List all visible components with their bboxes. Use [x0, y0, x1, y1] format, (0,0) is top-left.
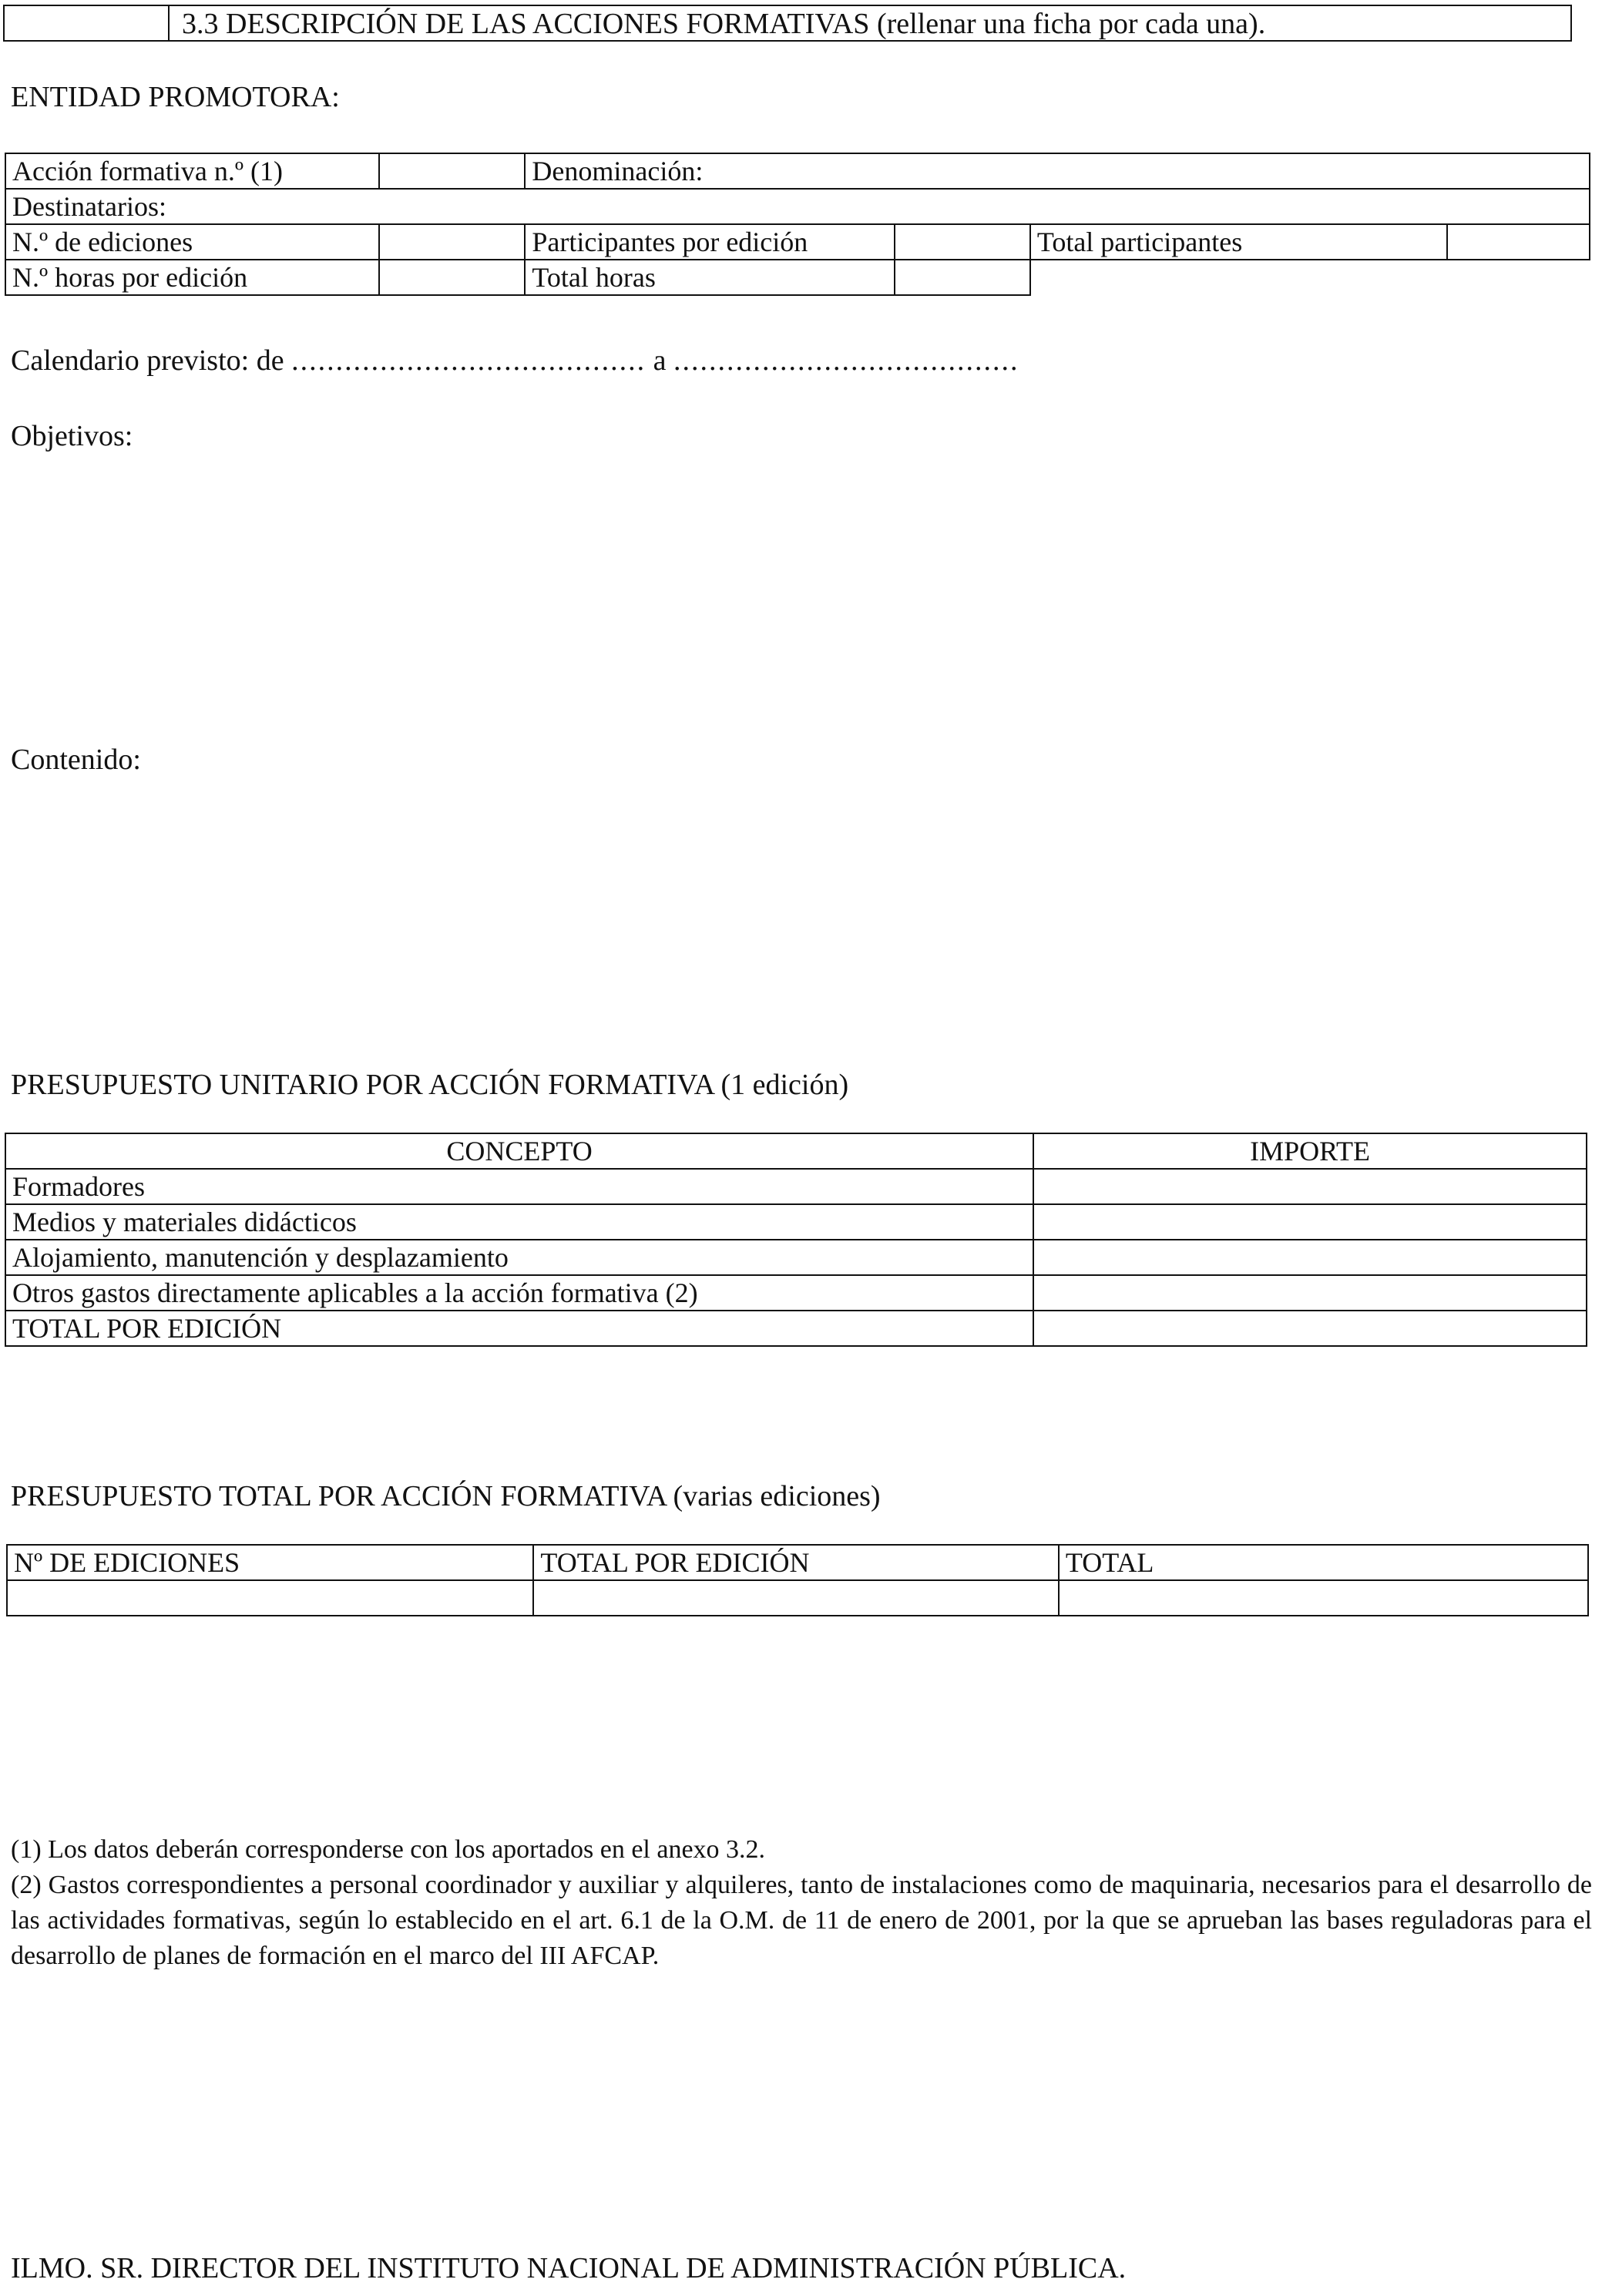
horas-label: N.º horas por edición [5, 260, 379, 295]
importe-field[interactable] [1033, 1240, 1587, 1275]
contenido-label: Contenido: [11, 744, 141, 776]
participantes-label: Participantes por edición [525, 224, 895, 260]
total-horas-field[interactable] [895, 260, 1030, 295]
total-horas-label: Total horas [525, 260, 895, 295]
total-participantes-field[interactable] [1447, 224, 1590, 260]
table-row [5, 1240, 1587, 1275]
accion-number-label: Acción formativa n.º (1) [5, 153, 379, 189]
table-row [5, 224, 1590, 260]
total-value-field[interactable] [1059, 1580, 1588, 1616]
ediciones-field[interactable] [379, 224, 526, 260]
concepto-otros-gastos: Otros gastos directamente aplicables a la acción formativa (2) [5, 1275, 1033, 1311]
ediciones-header: Nº DE EDICIONES [7, 1545, 533, 1580]
objetivos-label: Objetivos: [11, 420, 133, 452]
participantes-field[interactable] [895, 224, 1030, 260]
section-header [3, 5, 1572, 42]
accion-formativa-table [5, 153, 1590, 296]
concepto-formadores: Formadores [5, 1169, 1033, 1204]
table-header-row [7, 1545, 1588, 1580]
calendario-a-label: a [653, 344, 667, 377]
footnote-1: (1) Los datos deberán corresponderse con los aportados en el anexo 3.2. [11, 1835, 766, 1864]
section-title: 3.3 DESCRIPCIÓN DE LAS ACCIONES FORMATIVAS (rellenar una ficha por cada una). [168, 6, 1570, 40]
horas-field[interactable] [379, 260, 526, 295]
calendario-to-field[interactable]: ....................................... [673, 344, 1019, 377]
presupuesto-total-title: PRESUPUESTO TOTAL POR ACCIÓN FORMATIVA (varias ediciones) [11, 1480, 881, 1512]
presupuesto-unitario-title: PRESUPUESTO UNITARIO POR ACCIÓN FORMATIVA (1 edición) [11, 1069, 849, 1101]
importe-field[interactable] [1033, 1169, 1587, 1204]
calendario-line [11, 344, 1019, 378]
empty-cell [1030, 260, 1590, 295]
table-row [5, 189, 1590, 224]
table-row [5, 1204, 1587, 1240]
total-por-edicion-header: TOTAL POR EDICIÓN [533, 1545, 1058, 1580]
table-header-row [5, 1133, 1587, 1169]
total-participantes-label: Total participantes [1030, 224, 1447, 260]
denominacion-field[interactable]: Denominación: [525, 153, 1590, 189]
concepto-total-edicion: TOTAL POR EDICIÓN [5, 1311, 1033, 1346]
table-row [5, 153, 1590, 189]
ediciones-value-field[interactable] [7, 1580, 533, 1616]
concepto-header: CONCEPTO [5, 1133, 1033, 1169]
table-row [5, 1169, 1587, 1204]
accion-number-field[interactable] [379, 153, 526, 189]
concepto-medios: Medios y materiales didácticos [5, 1204, 1033, 1240]
addressee: ILMO. SR. DIRECTOR DEL INSTITUTO NACIONAL DE ADMINISTRACIÓN PÚBLICA. [11, 2252, 1127, 2284]
total-por-edicion-value-field[interactable] [533, 1580, 1058, 1616]
calendario-label: Calendario previsto: de [11, 344, 284, 377]
importe-total-field[interactable] [1033, 1311, 1587, 1346]
total-header: TOTAL [1059, 1545, 1588, 1580]
destinatarios-field[interactable]: Destinatarios: [5, 189, 1590, 224]
presupuesto-total-table [6, 1544, 1589, 1616]
table-row [7, 1580, 1588, 1616]
ediciones-label: N.º de ediciones [5, 224, 379, 260]
importe-field[interactable] [1033, 1275, 1587, 1311]
importe-header: IMPORTE [1033, 1133, 1587, 1169]
table-row [5, 1311, 1587, 1346]
presupuesto-unitario-table [5, 1133, 1587, 1347]
calendario-from-field[interactable]: ........................................ [291, 344, 647, 377]
concepto-alojamiento: Alojamiento, manutención y desplazamiento [5, 1240, 1033, 1275]
importe-field[interactable] [1033, 1204, 1587, 1240]
table-row [5, 1275, 1587, 1311]
footnote-2: (2) Gastos correspondientes a personal coordinador y auxiliar y alquileres, tanto de instalaciones como de maquinaria, necesarios para el desarrollo de las actividades formativas, según lo establecido en el art. 6.1 de la O.M. de 11 de enero de 2001, por la que se aprueban las bases reguladoras para el desarrollo de planes de formación en el marco del III AFCAP. [11, 1871, 1592, 1970]
entidad-promotora-label: ENTIDAD PROMOTORA: [11, 81, 340, 113]
table-row [5, 260, 1590, 295]
